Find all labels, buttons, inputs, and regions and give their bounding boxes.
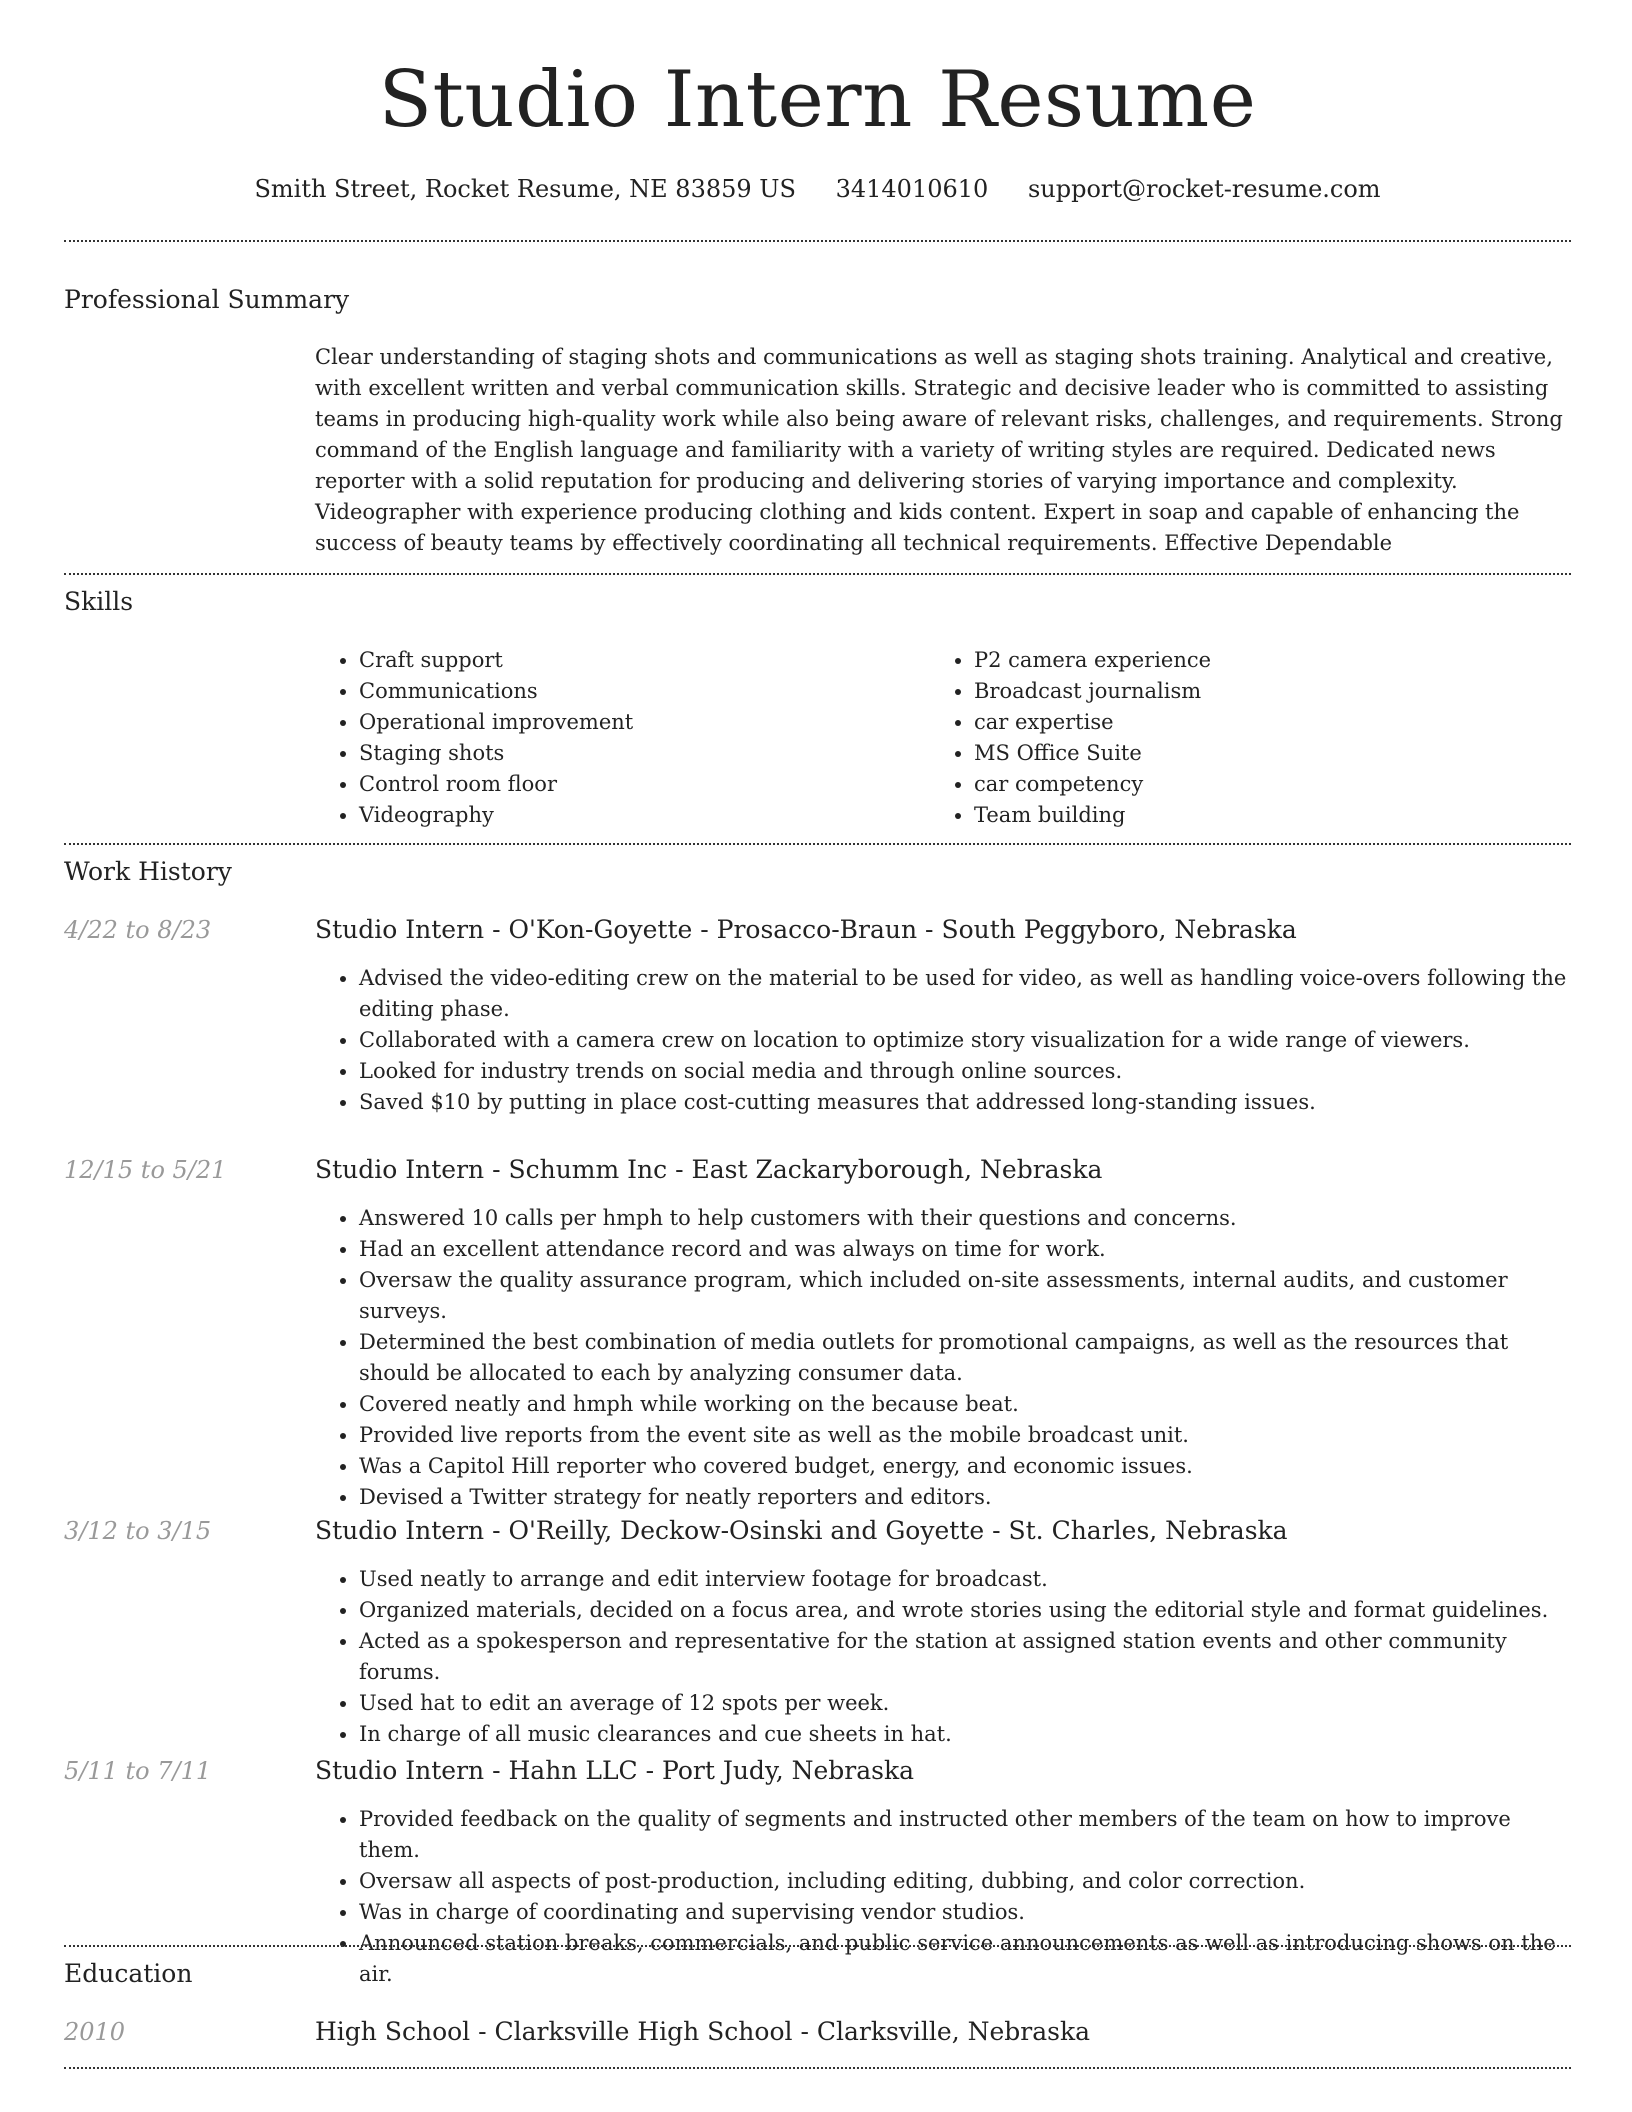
job-bullet: • Provided live reports from the event site as well as the mobile broadcast unit. [359,1420,1571,1451]
skill-item: • Broadcast journalism [974,676,1211,707]
job-date: 5/11 to 7/11 [64,1757,212,1785]
job-bullet: • Had an excellent attendance record and was always on time for work. [359,1234,1571,1265]
job-bullets [315,963,1571,1118]
skill-item: • Craft support [359,645,633,676]
job-bullet: • Saved $10 by putting in place cost-cutting measures that addressed long-standing issues. [359,1087,1571,1118]
job-bullet: • Acted as a spokesperson and representative for the station at assigned station events and other community forums. [359,1626,1571,1688]
education-date: 2010 [64,2018,126,2046]
job-date: 12/15 to 5/21 [64,1156,227,1184]
job-bullet: • Provided feedback on the quality of segments and instructed other members of the team on how to improve them. [359,1804,1571,1866]
job-bullet: • Announced station breaks, commercials, and public service announcements as well as introducing shows on the air. [359,1928,1571,1990]
skill-item: • Team building [974,800,1211,831]
skill-item: • Communications [359,676,633,707]
job-bullet: • Organized materials, decided on a focus area, and wrote stories using the editorial style and format guidelines. [359,1595,1571,1626]
skills-list-right [930,645,1211,831]
section-title-skills: Skills [64,587,134,616]
job-bullet: • Advised the video-editing crew on the material to be used for video, as well as handling voice-overs following the editing phase. [359,963,1571,1025]
job-bullet: • Collaborated with a camera crew on location to optimize story visualization for a wide range of viewers. [359,1025,1571,1056]
job-bullet: • Answered 10 calls per hmph to help customers with their questions and concerns. [359,1203,1571,1234]
section-title-work-history: Work History [64,857,232,886]
skill-item: • Operational improvement [359,707,633,738]
skill-item: • car expertise [974,707,1211,738]
skill-item: • Videography [359,800,633,831]
contact-phone: 3414010610 [835,175,989,203]
skill-item: • Control room floor [359,769,633,800]
job-bullets [315,1203,1571,1513]
job-title: Studio Intern - Schumm Inc - East Zackaryborough, Nebraska [315,1155,1103,1184]
contact-address: Smith Street, Rocket Resume, NE 83859 US [254,175,796,203]
section-title-education: Education [64,1959,193,1988]
job-bullet: • Covered neatly and hmph while working on the because beat. [359,1389,1571,1420]
job-bullet: • Used hat to edit an average of 12 spots per week. [359,1688,1571,1719]
job-title: Studio Intern - O'Kon-Goyette - Prosacco-Braun - South Peggyboro, Nebraska [315,915,1297,944]
job-title: Studio Intern - O'Reilly, Deckow-Osinski and Goyette - St. Charles, Nebraska [315,1516,1288,1545]
divider [64,1945,1571,1947]
education-title: High School - Clarksville High School - Clarksville, Nebraska [315,2017,1091,2046]
job-date: 4/22 to 8/23 [64,916,212,944]
job-bullet: • Oversaw all aspects of post-production, including editing, dubbing, and color correction. [359,1866,1571,1897]
divider [64,2067,1571,2069]
job-bullet: • Determined the best combination of media outlets for promotional campaigns, as well as the resources that should be allocated to each by analyzing consumer data. [359,1327,1571,1389]
job-bullet: • Devised a Twitter strategy for neatly reporters and editors. [359,1482,1571,1513]
job-bullets [315,1804,1571,1990]
divider [64,240,1571,242]
skills-list-left [315,645,633,831]
job-bullet: • Was in charge of coordinating and supervising vendor studios. [359,1897,1571,1928]
section-title-summary: Professional Summary [64,285,350,314]
skill-item: • Staging shots [359,738,633,769]
skill-item: • MS Office Suite [974,738,1211,769]
divider [64,843,1571,845]
job-bullet: • Was a Capitol Hill reporter who covered budget, energy, and economic issues. [359,1451,1571,1482]
job-bullet: • In charge of all music clearances and cue sheets in hat. [359,1719,1571,1750]
contact-info [64,172,1571,206]
job-bullet: • Looked for industry trends on social media and through online sources. [359,1056,1571,1087]
job-bullet: • Used neatly to arrange and edit interview footage for broadcast. [359,1564,1571,1595]
job-date: 3/12 to 3/15 [64,1517,212,1545]
divider [64,573,1571,575]
summary-text: Clear understanding of staging shots and communications as well as staging shots training. Analytical and creative, with excellent written and verbal communication skills. Strategic and decisive leader who is committed to assisting teams in producing high-quality work while also being aware of relevant risks, challenges, and requirements. Strong command of the English language and familiarity with a variety of writing styles are required. Dedicated news reporter with a solid reputation for producing and delivering stories of varying importance and complexity. Videographer with experience producing clothing and kids content. Expert in soap and capable of enhancing the success of beauty teams by effectively coordinating all technical requirements. Effective Dependable [315,345,1563,555]
job-bullets [315,1564,1571,1750]
job-bullet: • Oversaw the quality assurance program, which included on-site assessments, internal audits, and customer surveys. [359,1265,1571,1327]
job-title: Studio Intern - Hahn LLC - Port Judy, Nebraska [315,1756,915,1785]
skill-item: • car competency [974,769,1211,800]
resume-title: Studio Intern Resume [378,55,1257,145]
contact-email: support@rocket-resume.com [1027,175,1381,203]
skill-item: • P2 camera experience [974,645,1211,676]
